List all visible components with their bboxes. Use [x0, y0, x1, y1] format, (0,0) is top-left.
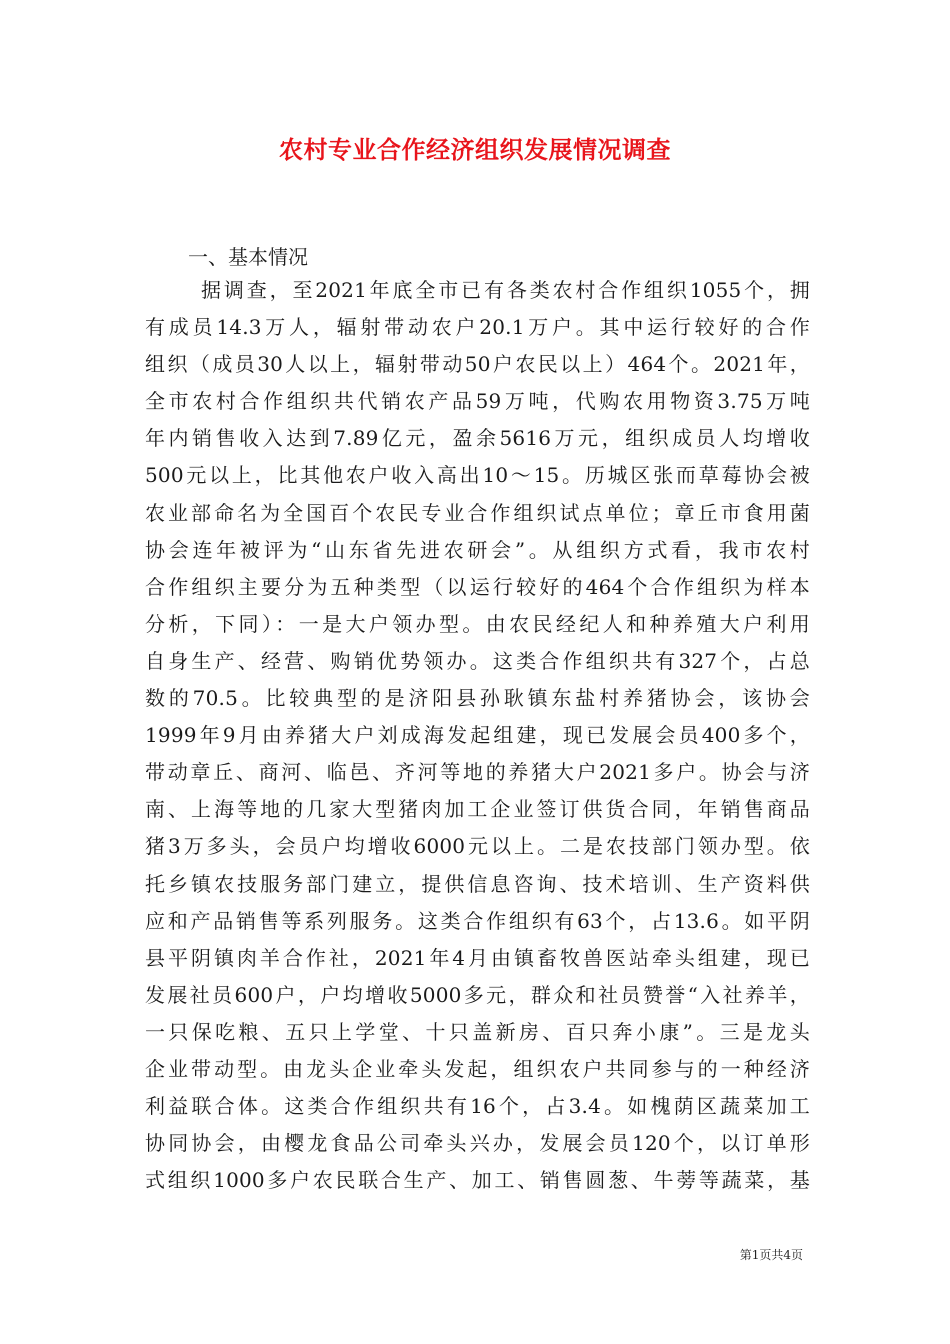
paragraph-line: 企业带动型。由龙头企业牵头发起，组织农户共同参与的一种经济: [145, 1056, 810, 1081]
paragraph-line: 带动章丘、商河、临邑、齐河等地的养猪大户2021多户。协会与济: [145, 760, 810, 785]
paragraph-line: 数的70.5。比较典型的是济阳县孙耿镇东盐村养猪协会，该协会: [145, 686, 810, 711]
document-title: 农村专业合作经济组织发展情况调查: [279, 135, 671, 164]
paragraph-line: 式组织1000多户农民联合生产、加工、销售圆葱、牛蒡等蔬菜，基: [145, 1168, 810, 1193]
body-paragraph: [145, 272, 810, 1199]
paragraph-line: 自身生产、经营、购销优势领办。这类合作组织共有327个，占总: [145, 648, 810, 673]
paragraph-line: 托乡镇农技服务部门建立，提供信息咨询、技术培训、生产资料供: [145, 871, 810, 896]
paragraph-line: 据调查，至2021年底全市已有各类农村合作组织1055个，拥: [201, 278, 810, 302]
section-heading: 一、基本情况: [188, 245, 308, 269]
paragraph-line: 年内销售收入达到7.89亿元，盈余5616万元，组织成员人均增收: [145, 426, 810, 451]
paragraph-line: 利益联合体。这类合作组织共有16个，占3.4。如槐荫区蔬菜加工: [145, 1094, 810, 1119]
paragraph-line: 协同协会，由樱龙食品公司牵头兴办，发展会员120个，以订单形: [145, 1131, 810, 1156]
paragraph-line: 一只保吃粮、五只上学堂、十只盖新房、百只奔小康”。三是龙头: [145, 1019, 810, 1044]
paragraph-line: 合作组织主要分为五种类型（以运行较好的464个合作组织为样本: [145, 574, 810, 599]
paragraph-line: 1999年9月由养猪大户刘成海发起组建，现已发展会员400多个，: [145, 723, 810, 748]
paragraph-line: 县平阴镇肉羊合作社，2021年4月由镇畜牧兽医站牵头组建，现已: [145, 945, 810, 970]
paragraph-line: 组织（成员30人以上，辐射带动50户农民以上）464个。2021年，: [145, 352, 810, 377]
paragraph-line: 发展社员600户，户均增收5000多元，群众和社员赞誉“入社养羊，: [145, 982, 810, 1007]
paragraph-line: 分析，下同）：一是大户领办型。由农民经纪人和种养殖大户利用: [145, 611, 810, 636]
paragraph-line: 应和产品销售等系列服务。这类合作组织有63个，占13.6。如平阴: [145, 908, 810, 933]
paragraph-line: 500元以上，比其他农户收入高出10～15。历城区张而草莓协会被: [145, 463, 810, 488]
paragraph-line: 南、上海等地的几家大型猪肉加工企业签订供货合同，年销售商品: [145, 797, 810, 822]
paragraph-line: 猪3万多头，会员户均增收6000元以上。二是农技部门领办型。依: [145, 834, 810, 859]
paragraph-line: 全市农村合作组织共代销农产品59万吨，代购农用物资3.75万吨: [145, 389, 810, 414]
paragraph-line: 协会连年被评为“山东省先进农研会”。从组织方式看，我市农村: [145, 537, 810, 562]
paragraph-line: 农业部命名为全国百个农民专业合作组织试点单位；章丘市食用菌: [145, 500, 810, 525]
page-number-footer: 第1页共4页: [739, 1248, 803, 1262]
paragraph-line: 有成员14.3万人，辐射带动农户20.1万户。其中运行较好的合作: [145, 315, 810, 340]
